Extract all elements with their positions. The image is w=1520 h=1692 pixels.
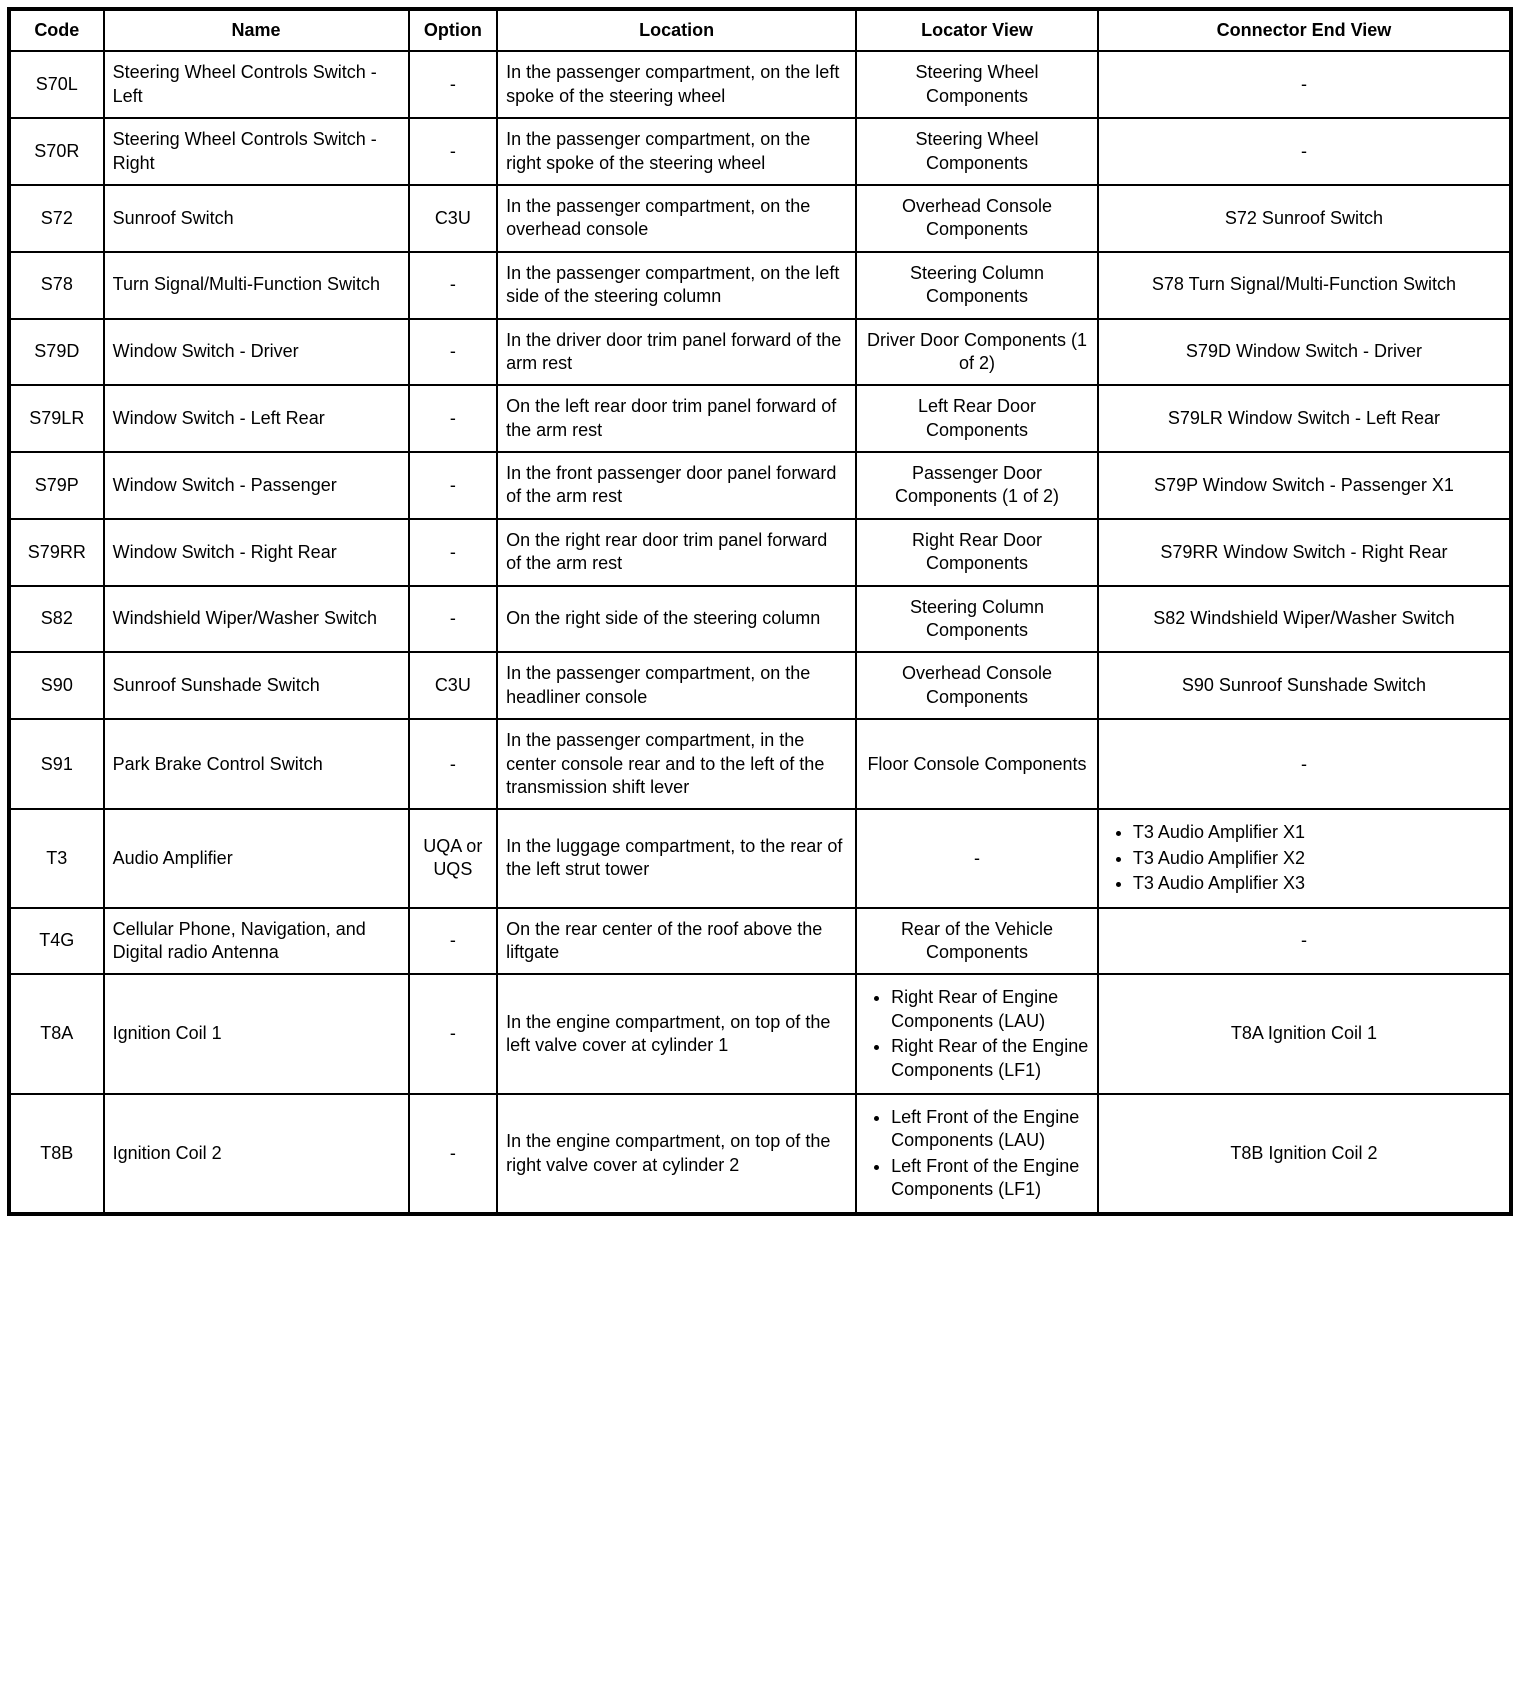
header-locator-view: Locator View (856, 9, 1098, 51)
table-row (9, 974, 1511, 1094)
cell-location: In the passenger compartment, on the headliner console (497, 652, 856, 719)
cell-code: S79LR (9, 385, 104, 452)
cell-code: T8B (9, 1094, 104, 1215)
cell-connector-end-view: S79P Window Switch - Passenger X1 (1098, 452, 1511, 519)
cell-connector-end-view: T8A Ignition Coil 1 (1098, 974, 1511, 1094)
cell-connector-end-view: S90 Sunroof Sunshade Switch (1098, 652, 1511, 719)
component-locator-table (7, 7, 1513, 1216)
cell-code: T3 (9, 809, 104, 907)
table-row (9, 385, 1511, 452)
cell-option: - (409, 51, 498, 118)
cell-connector-end-view: S79RR Window Switch - Right Rear (1098, 519, 1511, 586)
cell-connector-end-view: S72 Sunroof Switch (1098, 185, 1511, 252)
table-row (9, 719, 1511, 809)
cell-option: - (409, 319, 498, 386)
cell-option: - (409, 118, 498, 185)
cell-locator-view: Steering Wheel Components (856, 51, 1098, 118)
header-name: Name (104, 9, 409, 51)
table-row (9, 652, 1511, 719)
cell-locator-view: Steering Column Components (856, 252, 1098, 319)
cell-locator-view: Overhead Console Components (856, 185, 1098, 252)
cell-connector-end-view: S82 Windshield Wiper/Washer Switch (1098, 586, 1511, 653)
cell-code: S79P (9, 452, 104, 519)
cell-name: Sunroof Sunshade Switch (104, 652, 409, 719)
cell-connector-end-view: S79LR Window Switch - Left Rear (1098, 385, 1511, 452)
table-row (9, 519, 1511, 586)
cell-code: S79D (9, 319, 104, 386)
cell-option: C3U (409, 185, 498, 252)
cell-name: Park Brake Control Switch (104, 719, 409, 809)
cell-connector-end-view: - (1098, 118, 1511, 185)
cell-name: Ignition Coil 2 (104, 1094, 409, 1215)
cell-connector-end-view: S78 Turn Signal/Multi-Function Switch (1098, 252, 1511, 319)
cell-option: - (409, 719, 498, 809)
bullet-item: • Left Front of the Engine Components (LAU) (891, 1106, 1089, 1153)
cell-locator-view: Steering Wheel Components (856, 118, 1098, 185)
cell-locator-view: Passenger Door Components (1 of 2) (856, 452, 1098, 519)
table-body (9, 51, 1511, 1214)
cell-location: On the rear center of the roof above the liftgate (497, 908, 856, 975)
cell-name: Steering Wheel Controls Switch - Right (104, 118, 409, 185)
cell-location: In the driver door trim panel forward of the arm rest (497, 319, 856, 386)
cell-location: In the passenger compartment, on the overhead console (497, 185, 856, 252)
cell-locator-view: Steering Column Components (856, 586, 1098, 653)
cell-option: UQA or UQS (409, 809, 498, 907)
cell-connector-end-view: T8B Ignition Coil 2 (1098, 1094, 1511, 1215)
bullet-item: • Left Front of the Engine Components (LF1) (891, 1155, 1089, 1202)
cell-connector-end-view: - (1098, 51, 1511, 118)
cell-connector-end-view (1098, 809, 1511, 907)
table-row (9, 452, 1511, 519)
bullet-list (1107, 821, 1501, 895)
cell-code: S70R (9, 118, 104, 185)
cell-location: On the right rear door trim panel forward of the arm rest (497, 519, 856, 586)
cell-connector-end-view: - (1098, 719, 1511, 809)
cell-option: - (409, 452, 498, 519)
cell-option: - (409, 1094, 498, 1215)
cell-locator-view: Driver Door Components (1 of 2) (856, 319, 1098, 386)
cell-locator-view: - (856, 809, 1098, 907)
table-row (9, 118, 1511, 185)
cell-locator-view (856, 974, 1098, 1094)
header-row (9, 9, 1511, 51)
bullet-item: • T3 Audio Amplifier X3 (1133, 872, 1501, 895)
cell-name: Audio Amplifier (104, 809, 409, 907)
table-row (9, 185, 1511, 252)
table-row (9, 809, 1511, 907)
cell-option: - (409, 519, 498, 586)
cell-connector-end-view: - (1098, 908, 1511, 975)
cell-locator-view: Floor Console Components (856, 719, 1098, 809)
bullet-list (865, 1106, 1089, 1202)
cell-name: Steering Wheel Controls Switch - Left (104, 51, 409, 118)
cell-code: S70L (9, 51, 104, 118)
cell-location: In the front passenger door panel forward of the arm rest (497, 452, 856, 519)
cell-connector-end-view: S79D Window Switch - Driver (1098, 319, 1511, 386)
cell-code: T4G (9, 908, 104, 975)
cell-code: S79RR (9, 519, 104, 586)
bullet-item: • T3 Audio Amplifier X2 (1133, 847, 1501, 870)
cell-location: In the passenger compartment, on the right spoke of the steering wheel (497, 118, 856, 185)
cell-option: - (409, 385, 498, 452)
bullet-list (865, 986, 1089, 1082)
table-row (9, 586, 1511, 653)
cell-code: S78 (9, 252, 104, 319)
header-connector-end-view: Connector End View (1098, 9, 1511, 51)
cell-name: Window Switch - Passenger (104, 452, 409, 519)
table-row (9, 1094, 1511, 1215)
cell-location: In the engine compartment, on top of the left valve cover at cylinder 1 (497, 974, 856, 1094)
cell-name: Window Switch - Driver (104, 319, 409, 386)
cell-option: - (409, 586, 498, 653)
header-code: Code (9, 9, 104, 51)
cell-location: On the left rear door trim panel forward of the arm rest (497, 385, 856, 452)
cell-name: Cellular Phone, Navigation, and Digital radio Antenna (104, 908, 409, 975)
cell-option: - (409, 252, 498, 319)
cell-name: Ignition Coil 1 (104, 974, 409, 1094)
bullet-item: • Right Rear of Engine Components (LAU) (891, 986, 1089, 1033)
cell-code: S91 (9, 719, 104, 809)
bullet-item: • Right Rear of the Engine Components (LF1) (891, 1035, 1089, 1082)
cell-name: Turn Signal/Multi-Function Switch (104, 252, 409, 319)
cell-code: S90 (9, 652, 104, 719)
cell-location: In the luggage compartment, to the rear of the left strut tower (497, 809, 856, 907)
cell-location: On the right side of the steering column (497, 586, 856, 653)
cell-name: Window Switch - Left Rear (104, 385, 409, 452)
cell-name: Sunroof Switch (104, 185, 409, 252)
cell-code: S82 (9, 586, 104, 653)
header-location: Location (497, 9, 856, 51)
cell-locator-view (856, 1094, 1098, 1215)
cell-code: S72 (9, 185, 104, 252)
header-option: Option (409, 9, 498, 51)
cell-name: Window Switch - Right Rear (104, 519, 409, 586)
cell-locator-view: Right Rear Door Components (856, 519, 1098, 586)
cell-option: C3U (409, 652, 498, 719)
cell-locator-view: Left Rear Door Components (856, 385, 1098, 452)
cell-location: In the passenger compartment, in the center console rear and to the left of the transmission shift lever (497, 719, 856, 809)
cell-locator-view: Overhead Console Components (856, 652, 1098, 719)
cell-option: - (409, 908, 498, 975)
table-row (9, 908, 1511, 975)
cell-code: T8A (9, 974, 104, 1094)
cell-location: In the passenger compartment, on the left spoke of the steering wheel (497, 51, 856, 118)
table-row (9, 252, 1511, 319)
cell-location: In the engine compartment, on top of the right valve cover at cylinder 2 (497, 1094, 856, 1215)
table-row (9, 319, 1511, 386)
cell-location: In the passenger compartment, on the left side of the steering column (497, 252, 856, 319)
table-row (9, 51, 1511, 118)
bullet-item: • T3 Audio Amplifier X1 (1133, 821, 1501, 844)
cell-locator-view: Rear of the Vehicle Components (856, 908, 1098, 975)
cell-name: Windshield Wiper/Washer Switch (104, 586, 409, 653)
cell-option: - (409, 974, 498, 1094)
